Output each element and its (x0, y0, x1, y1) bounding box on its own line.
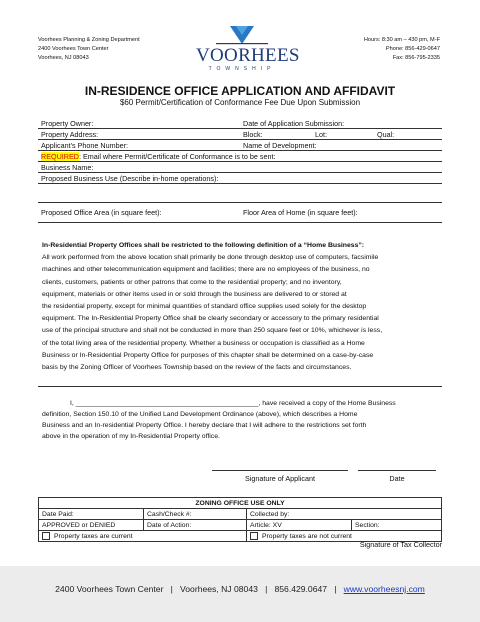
qual-field[interactable]: Qual: (374, 129, 442, 140)
checkbox-icon[interactable] (42, 532, 50, 540)
office-hours: Hours: 8:30 am – 430 pm, M-F (363, 37, 440, 43)
article-field[interactable]: Article: XV (247, 520, 352, 531)
definition-line: Business or In-Residential Property Office for purposes of this chapter shall be determined on a case-by-case (42, 351, 374, 359)
block-field[interactable]: Block: (240, 129, 312, 140)
required-badge: REQUIRED (41, 151, 79, 161)
floor-area-field[interactable]: Floor Area of Home (in square feet): (240, 203, 442, 223)
definition-line: machines and other telecommunication equipment and facilities; there are no employees of the business, no (42, 266, 370, 274)
definition-line: use of the principal structure and shall not be conducted in more than 250 square feet or 10%, whichever is less, (42, 327, 383, 335)
table-row (38, 151, 442, 162)
dept-street: 2400 Voorhees Town Center (38, 46, 109, 52)
lot-field[interactable]: Lot: (312, 129, 374, 140)
office-contact (364, 36, 440, 63)
office-area-field[interactable]: Proposed Office Area (in square feet): (38, 203, 240, 223)
office-fax: Fax: 856-795-2335 (392, 55, 440, 61)
logo-triangle-icon (196, 24, 288, 46)
logo-wordmark: VOORHEES (196, 45, 300, 66)
email-field[interactable] (38, 151, 442, 162)
footer-website-link[interactable]: www.voorheesnj.com (343, 584, 425, 594)
affidavit-line: Business and an In-residential Property Office. I hereby declare that I will adhere to the restrictions set forth (42, 422, 367, 429)
definition-heading: In-Residential Property Offices shall be restricted to the following definition of a “Home Business”: (42, 242, 365, 249)
table-row (38, 129, 442, 140)
taxes-current-option[interactable] (39, 531, 247, 542)
definition-line: clients, customers, patients or other patrons that come to the residential property; and no inventory, (42, 278, 342, 286)
footer-separator: | (334, 584, 337, 594)
taxes-not-current-label: Property taxes are not current (262, 532, 352, 540)
checkbox-icon[interactable] (250, 532, 258, 540)
applicant-info-table (38, 118, 442, 223)
dept-name: Voorhees Planning & Zoning Department (38, 37, 140, 43)
table-row (38, 118, 442, 129)
applicant-signature-label: Signature of Applicant (245, 474, 315, 483)
logo-subtitle: TOWNSHIP (208, 66, 276, 72)
proposed-use-field[interactable]: Proposed Business Use (Describe in-home operations): (38, 173, 442, 184)
property-address-field[interactable]: Property Address: (38, 129, 240, 140)
section-divider (38, 386, 442, 387)
table-row (39, 498, 442, 509)
form-title: IN-RESIDENCE OFFICE APPLICATION AND AFFIDAVIT (84, 84, 396, 98)
definition-line: equipment, materials or other items used in or sold through the business are delivered to or stored at (42, 290, 347, 298)
zoning-office-table (38, 497, 442, 542)
taxes-current-label: Property taxes are current (54, 532, 133, 540)
affidavit-line: above in the operation of my In-Residential Property office. (42, 433, 220, 440)
date-signature-line[interactable] (358, 470, 436, 471)
definition-line: All work performed from the above location shall primarily be done through desktop use of computers, facsimile (42, 254, 379, 262)
footer-city: Voorhees, NJ 08043 (180, 584, 258, 594)
affidavit-text (42, 398, 442, 442)
collected-by-field[interactable]: Collected by: (247, 509, 442, 520)
footer-address: 2400 Voorhees Town Center (55, 584, 164, 594)
phone-field[interactable]: Applicant’s Phone Number: (38, 140, 240, 151)
form-subtitle: $60 Permit/Certification of Conformance Fee Due Upon Submission (119, 98, 361, 107)
date-of-action-field[interactable]: Date of Action: (144, 520, 247, 531)
definition-line: of the total living area of the residential property. Whether a business or occupation is classified as a Home (42, 339, 365, 347)
cash-check-field[interactable]: Cash/Check #: (144, 509, 247, 520)
footer-separator: | (265, 584, 268, 594)
table-row (38, 173, 442, 184)
home-business-definition (42, 240, 440, 374)
definition-line: basis by the Zoning Officer of Voorhees Township based on the review of the facts and circumstances. (42, 364, 352, 372)
definition-line: equipment. The In-Residential Property Office shall be clearly secondary or accessory to the primary residential (42, 315, 379, 323)
footer-separator: | (170, 584, 173, 594)
office-phone: Phone: 856-429-0647 (385, 46, 440, 52)
date-paid-field[interactable]: Date Paid: (39, 509, 144, 520)
section-field[interactable]: Section: (352, 520, 442, 531)
development-name-field[interactable]: Name of Development: (240, 140, 442, 151)
page-footer (0, 566, 480, 622)
footer-contact (0, 584, 480, 594)
footer-phone: 856.429.0647 (274, 584, 328, 594)
application-date-field[interactable]: Date of Application Submission: (240, 118, 442, 129)
zoning-heading: ZONING OFFICE USE ONLY (39, 498, 442, 509)
approved-denied-field[interactable]: APPROVED or DENIED (39, 520, 144, 531)
affidavit-line: I, ________________________________________________, have received a copy of the Home Business (70, 400, 396, 407)
table-row (38, 203, 442, 223)
dept-city: Voorhees, NJ 08043 (38, 55, 89, 61)
table-row (38, 162, 442, 173)
table-row (39, 520, 442, 531)
business-name-field[interactable]: Business Name: (38, 162, 442, 173)
property-owner-field[interactable]: Property Owner: (38, 118, 240, 129)
voorhees-logo (196, 24, 300, 74)
table-row (39, 509, 442, 520)
table-row (38, 140, 442, 151)
proposed-use-blank[interactable] (38, 184, 442, 203)
table-row (38, 184, 442, 203)
definition-line: the residential property, except for minimal quantities of standard office supplies used solely for the desktop (42, 303, 367, 311)
date-label: Date (389, 474, 405, 483)
department-address (38, 36, 140, 63)
tax-collector-signature-label: Signature of Tax Collector (359, 540, 442, 549)
email-label: : Email where Permit/Certificate of Conformance is to be sent: (78, 151, 276, 161)
affidavit-line: definition, Section 150.10 of the Unified Land Development Ordinance (above), which describes a Home (42, 411, 358, 418)
applicant-signature-line[interactable] (212, 470, 348, 471)
